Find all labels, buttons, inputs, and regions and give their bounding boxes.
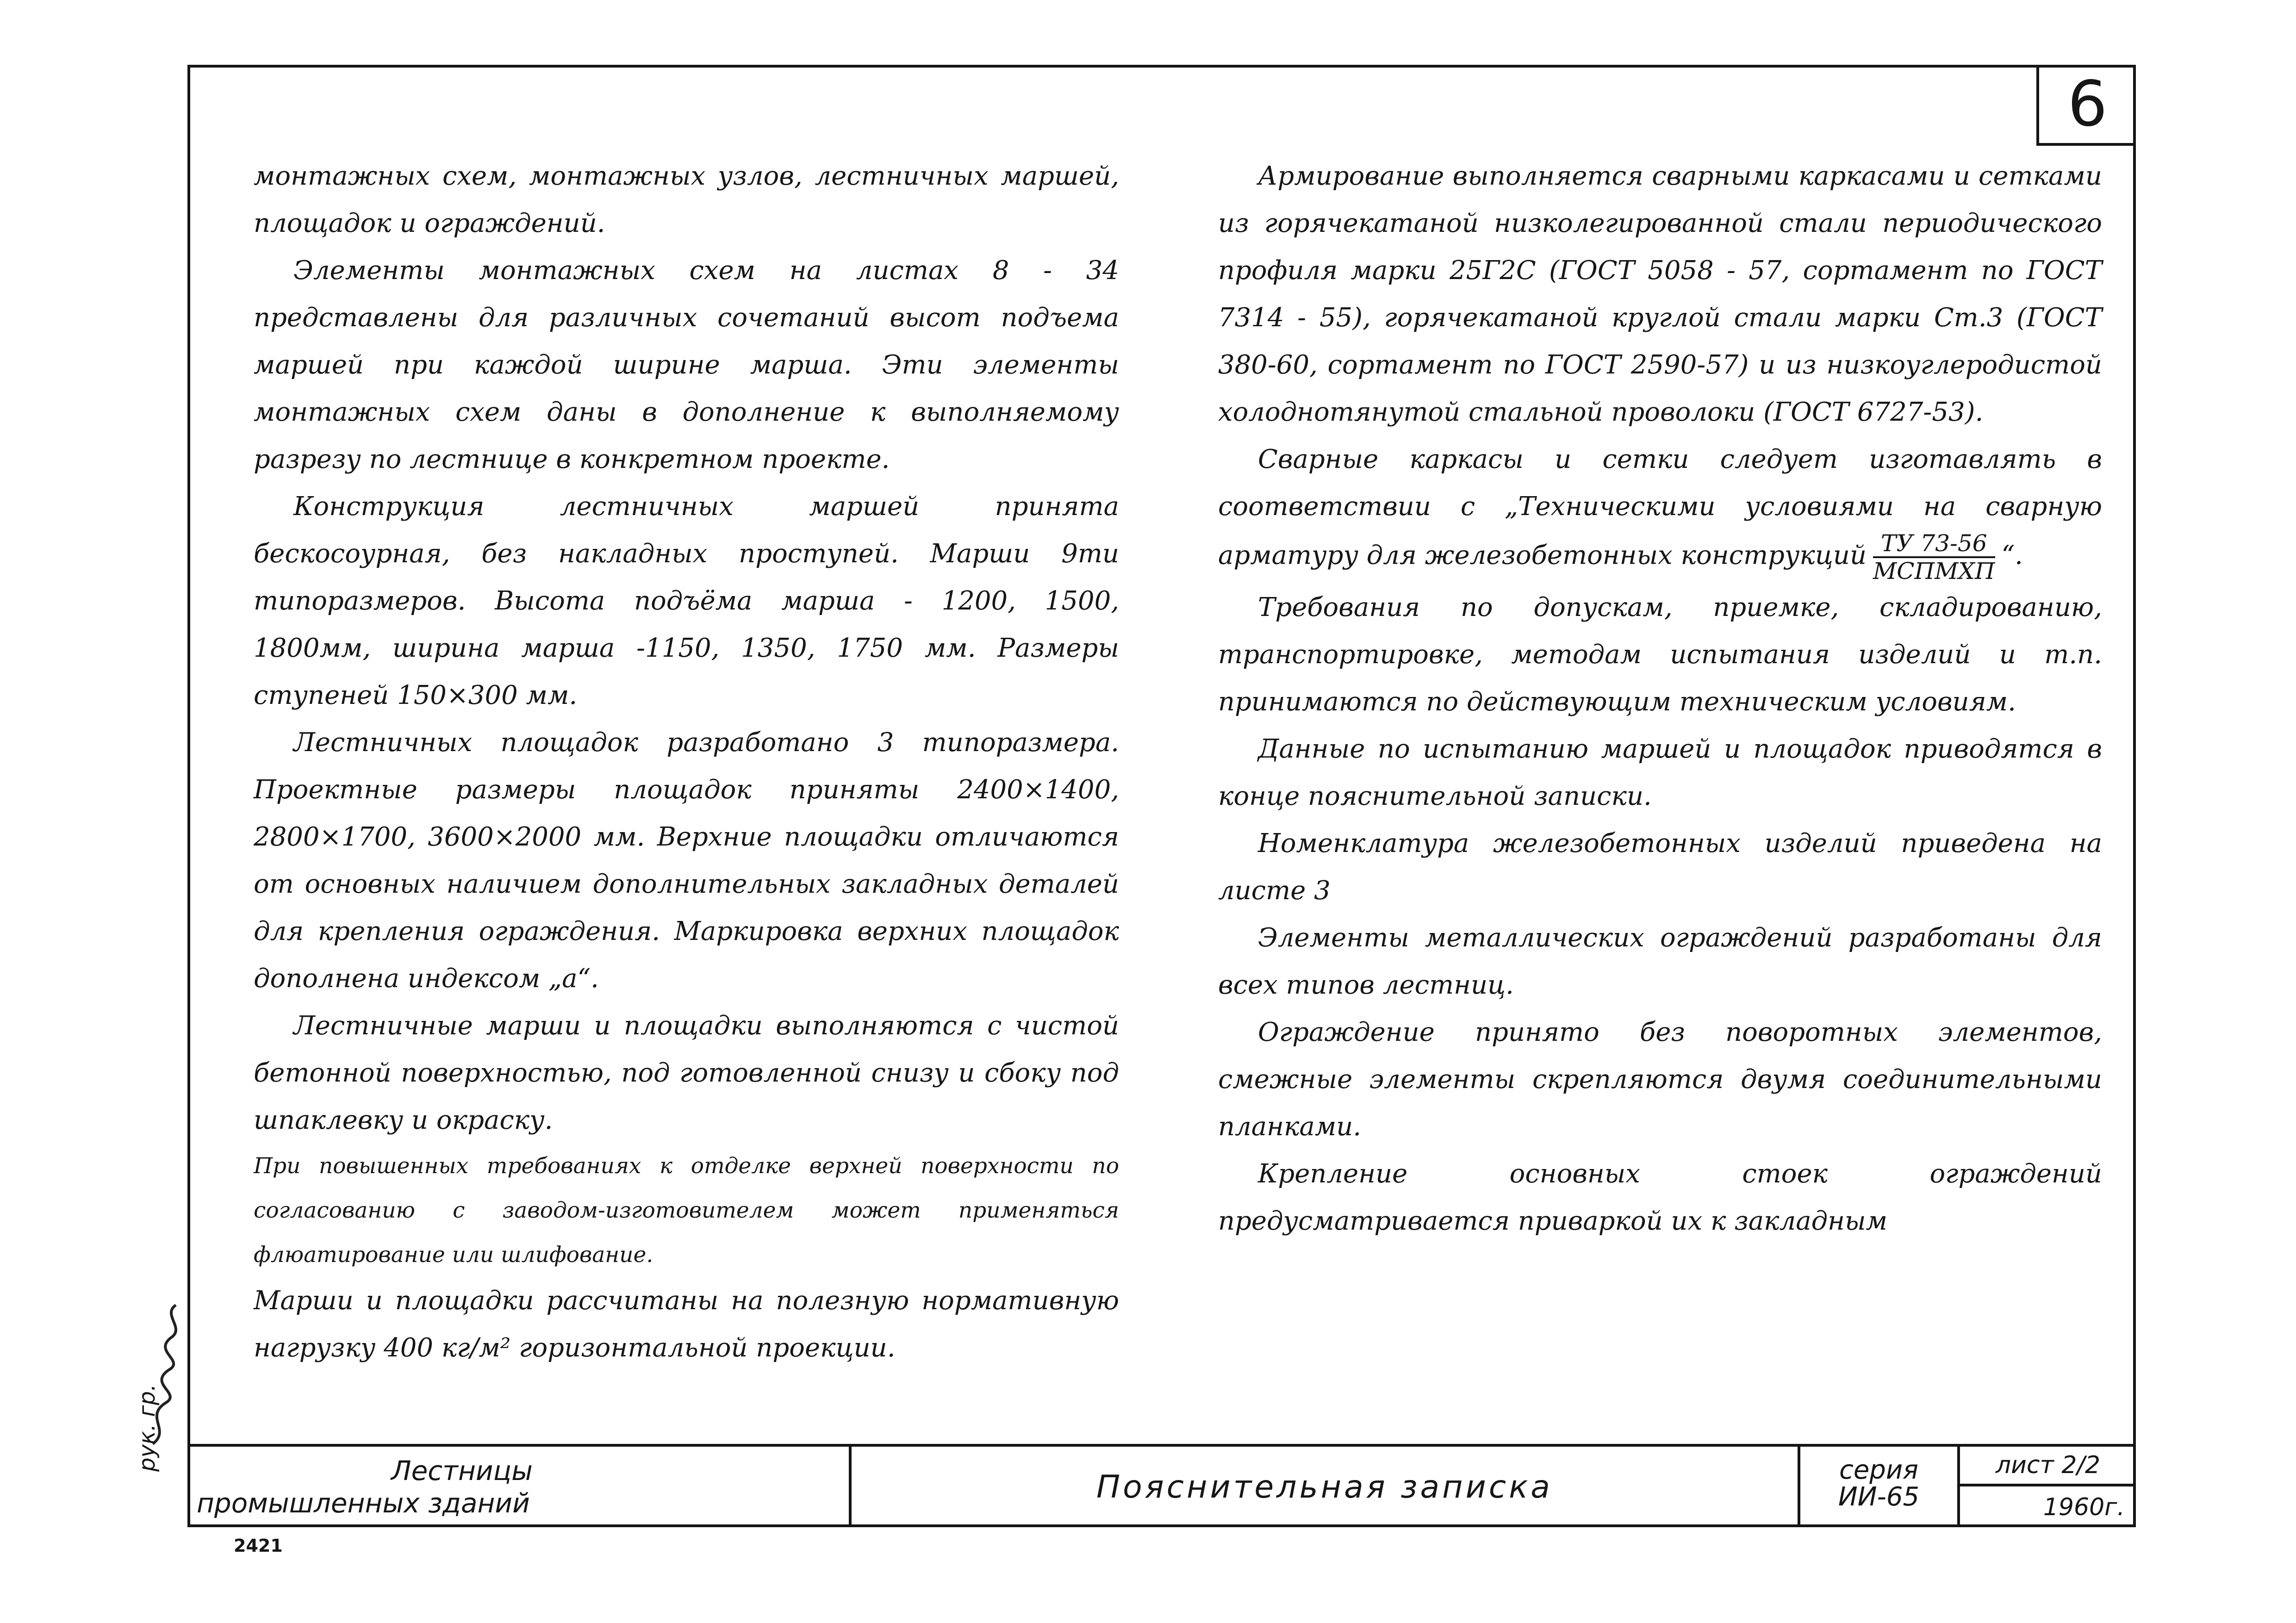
sheet-number: 6 bbox=[2036, 65, 2136, 146]
paragraph: Лестничных площадок разработано 3 типоразмера. Проектные размеры площадок приняты 2400×1400, 2800×1700, 3600×2000 мм. Верхние площадки отличаются от основных наличием дополнительных закладных деталей для крепления ограждения. Маркировка верхних площадок дополнена индексом „а“. bbox=[254, 728, 1119, 994]
sheet-label: лист 2/2 bbox=[1960, 1447, 2136, 1486]
paragraph: Элементы металлических ограждений разработаны для всех типов лестниц. bbox=[1218, 923, 2102, 1000]
year: 1960г. bbox=[2043, 1493, 2125, 1521]
margin-signature bbox=[125, 1277, 204, 1555]
paragraph: Сварные каркасы и сетки следует изготавлять в соответствии с „Техническими условиями на сварную арматуру для железобетонных конструкций $\frac{ТУ 73-56}{\text{МСПМХП}}$ “. bbox=[1218, 444, 2102, 585]
paragraph: Конструкция лестничных маршей принята бескосоурная, без накладных проступей. Марши 9ти типоразмеров. Высота подъёма марша - 1200, 1500, 1800мм, ширина марша -1150, 1350, 1750 мм. Размеры ступеней 150×300 мм. bbox=[254, 491, 1119, 710]
series-cell bbox=[1800, 1447, 1960, 1527]
tu-fraction bbox=[1873, 530, 1995, 584]
left-text-column bbox=[254, 153, 1119, 1372]
document-title: Пояснительная записка bbox=[852, 1447, 1800, 1527]
subject-line1: Лестницы bbox=[391, 1455, 533, 1486]
paragraph: Армирование выполняется сварными каркасами и сетками из горячекатаной низколегированной стали периодического профиля марки 25Г2С (ГОСТ 5058 - 57, сортамент по ГОСТ 7314 - 55), горячекатаной круглой стали марки Ст.3 (ГОСТ 380-60, сортамент по ГОСТ 2590-57) и из низкоуглеродистой холоднотянутой стальной проволоки (ГОСТ 6727-53). bbox=[1218, 161, 2102, 427]
paragraph: Данные по испытанию маршей и площадок приводятся в конце пояснительной записки. bbox=[1218, 734, 2102, 811]
paragraph: Марши и площадки рассчитаны на полезную нормативную нагрузку 400 кг/м² горизонтальной проекции. bbox=[254, 1286, 1119, 1363]
paragraph: Лестничные марши и площадки выполняются с чистой бетонной поверхностью, под готовленной снизу и сбоку под шпаклевку и окраску. bbox=[254, 1011, 1119, 1135]
subject-line2: промышленных зданий bbox=[197, 1487, 530, 1519]
paragraph: Элементы монтажных схем на листах 8 - 34 представлены для различных сочетаний высот подъема маршей при каждой ширине марша. Эти элементы монтажных схем даны в дополнение к выполняемому разрезу по лестнице в конкретном проекте. bbox=[254, 255, 1119, 474]
title-block bbox=[187, 1444, 2136, 1527]
title-block-subject bbox=[187, 1447, 852, 1527]
paragraph: При повышенных требованиях к отделке верхней поверхности по согласованию с заводом-изготовителем может применяться флюатирование или шлифование. bbox=[254, 1153, 1119, 1268]
archive-number: 2421 bbox=[234, 1536, 283, 1556]
paragraph: Номенклатура железобетонных изделий приведена на листе 3 bbox=[1218, 828, 2102, 906]
paragraph: монтажных схем, монтажных узлов, лестничных маршей, площадок и ограждений. bbox=[254, 161, 1119, 238]
series-label: серия bbox=[1839, 1455, 1918, 1485]
paragraph: Крепление основных стоек ограждений предусматривается приваркой их к закладным bbox=[1218, 1159, 2102, 1236]
signature-label: рук. гр. bbox=[134, 1384, 160, 1472]
series-value: ИИ-65 bbox=[1838, 1482, 1920, 1512]
right-text-column bbox=[1218, 153, 2102, 1245]
paragraph: Ограждение принято без поворотных элементов, смежные элементы скрепляются двумя соединительными планками. bbox=[1218, 1017, 2102, 1142]
fraction-numerator: ТУ 73-56 bbox=[1873, 530, 1995, 558]
fraction-denominator: МСПМХП bbox=[1873, 558, 1995, 585]
sheet-cell bbox=[1960, 1447, 2136, 1527]
paragraph: Требования по допускам, приемке, складированию, транспортировке, методам испытания изделий и т.п. принимаются по действующим техническим условиям. bbox=[1218, 592, 2102, 717]
paragraph-text: Сварные каркасы и сетки следует изготавлять в соответствии с „Техническими условиями на сварную арматуру для железобетонных конструкций bbox=[1218, 444, 2102, 571]
